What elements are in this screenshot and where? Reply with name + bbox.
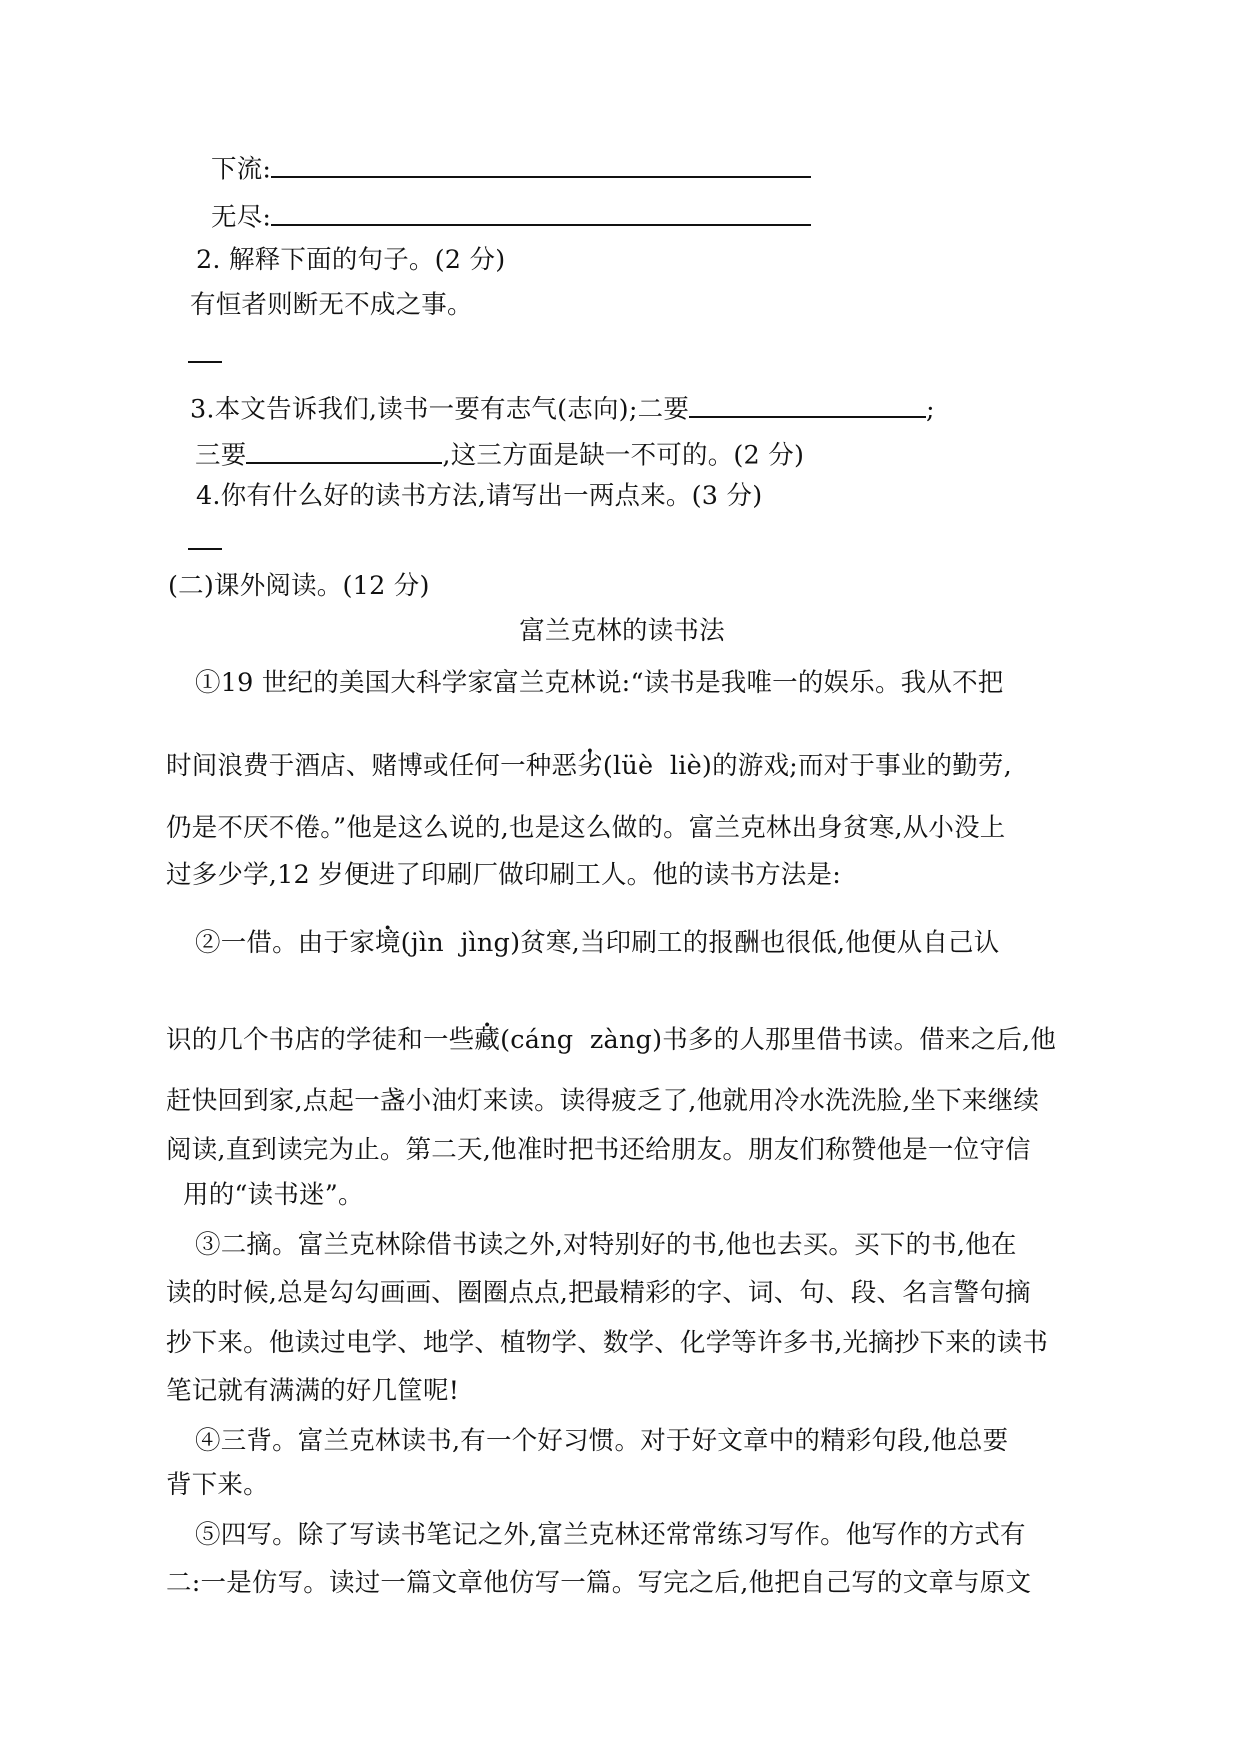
emphasis-dotted-char: 境 bbox=[374, 928, 401, 958]
passage-p2-line-2 bbox=[166, 1025, 1056, 1057]
text-run: 2. 解释下面的句子。(2 分) bbox=[196, 245, 506, 275]
text-run: 识的几个书店的学徒和一些 bbox=[166, 1025, 475, 1055]
question-3-part-1 bbox=[190, 390, 935, 426]
passage-p2-line-4 bbox=[166, 1135, 1031, 1167]
answer-blank-line bbox=[188, 522, 222, 550]
passage-p4-line-2 bbox=[166, 1470, 269, 1502]
text-run: 下流: bbox=[211, 154, 272, 185]
text-run: ⑤四写。除了写读书笔记之外,富兰克林还常常练习写作。他写作的方式有 bbox=[195, 1520, 1026, 1550]
text-run: (lüè liè)的游戏;而对于事业的勤劳, bbox=[602, 751, 1012, 781]
answer-blank-line bbox=[271, 150, 811, 178]
text-run: 赶快回到家,点起一盏小油灯来读。读得疲乏了,他就用冷水洗洗脸,坐下来继续 bbox=[166, 1086, 1040, 1116]
text-run: 有恒者则断无不成之事。 bbox=[190, 290, 473, 320]
text-run: 笔记就有满满的好几筐呢! bbox=[166, 1376, 460, 1406]
passage-p3-line-1 bbox=[195, 1230, 1017, 1262]
passage-p1-line-3 bbox=[166, 813, 1006, 845]
answer-blank-line bbox=[246, 436, 442, 464]
question-2-sentence bbox=[190, 290, 473, 322]
emphasis-dotted-char: 劣 bbox=[577, 751, 603, 781]
question-4 bbox=[196, 481, 762, 513]
answer-blank-line bbox=[689, 390, 926, 418]
text-run: ④三背。富兰克林读书,有一个好习惯。对于好文章中的精彩句段,他总要 bbox=[195, 1426, 1009, 1456]
passage-p3-line-4 bbox=[166, 1376, 459, 1408]
question-2 bbox=[196, 245, 505, 277]
passage-p2-line-3 bbox=[166, 1086, 1039, 1118]
passage-title bbox=[166, 616, 1078, 648]
passage-p2-line-5 bbox=[183, 1180, 364, 1212]
passage-p5-line-2 bbox=[166, 1568, 1031, 1600]
passage-p3-line-2 bbox=[166, 1278, 1031, 1310]
passage-p5-line-1 bbox=[195, 1520, 1026, 1552]
text-run: ③二摘。富兰克林除借书读之外,对特别好的书,他也去买。买下的书,他在 bbox=[195, 1230, 1017, 1260]
text-run: 过多少学,12 岁便进了印刷厂做印刷工人。他的读书方法是: bbox=[166, 860, 842, 890]
passage-p3-line-3 bbox=[166, 1328, 1048, 1360]
answer-dash-2 bbox=[188, 522, 222, 558]
text-run: 富兰克林的读书法 bbox=[519, 616, 725, 646]
fill-blank-xialiu bbox=[211, 150, 811, 186]
passage-p1-line-2 bbox=[166, 751, 1012, 783]
text-run: 用的“读书迷”。 bbox=[183, 1180, 364, 1210]
text-run: ,这三方面是缺一不可的。(2 分) bbox=[442, 440, 805, 471]
passage-p1-line-4 bbox=[166, 860, 841, 892]
passage-p1-line-1 bbox=[195, 668, 1003, 700]
section-2-heading bbox=[168, 571, 430, 603]
passage-p4-line-1 bbox=[195, 1426, 1008, 1458]
text-run: 时间浪费于酒店、赌博或任何一种恶 bbox=[166, 751, 578, 781]
emphasis-dotted-char: 藏 bbox=[474, 1025, 501, 1055]
answer-dash-1 bbox=[188, 335, 222, 371]
text-run: 抄下来。他读过电学、地学、植物学、数学、化学等许多书,光摘抄下来的读书 bbox=[166, 1328, 1049, 1358]
fill-blank-wujin bbox=[211, 198, 811, 234]
text-run: ②一借。由于家 bbox=[195, 928, 375, 958]
question-3-part-2 bbox=[195, 436, 804, 472]
answer-blank-line bbox=[188, 335, 222, 363]
text-run: 二:一是仿写。读过一篇文章他仿写一篇。写完之后,他把自己写的文章与原文 bbox=[166, 1568, 1032, 1598]
text-run: ; bbox=[926, 394, 935, 425]
text-run: 仍是不厌不倦。”他是这么说的,也是这么做的。富兰克林出身贫寒,从小没上 bbox=[166, 813, 1006, 843]
text-run: 3.本文告诉我们,读书一要有志气(志向);二要 bbox=[190, 394, 690, 425]
text-run: 背下来。 bbox=[166, 1470, 269, 1500]
text-run: 4.你有什么好的读书方法,请写出一两点来。(3 分) bbox=[196, 481, 763, 511]
text-run: (jìn jìng)贫寒,当印刷工的报酬也很低,他便从自己认 bbox=[400, 928, 1000, 958]
text-run: 读的时候,总是勾勾画画、圈圈点点,把最精彩的字、词、句、段、名言警句摘 bbox=[166, 1278, 1031, 1308]
text-run: 阅读,直到读完为止。第二天,他准时把书还给朋友。朋友们称赞他是一位守信 bbox=[166, 1135, 1031, 1165]
text-run: ①19 世纪的美国大科学家富兰克林说:“读书是我唯一的娱乐。我从不把 bbox=[195, 668, 1004, 698]
text-run: 无尽: bbox=[211, 202, 272, 233]
text-run: 三要 bbox=[195, 440, 247, 471]
text-run: (二)课外阅读。(12 分) bbox=[168, 571, 430, 601]
text-run: (cáng zàng)书多的人那里借书读。借来之后,他 bbox=[500, 1025, 1057, 1055]
answer-blank-line bbox=[271, 198, 811, 226]
passage-p2-line-1 bbox=[195, 928, 999, 960]
